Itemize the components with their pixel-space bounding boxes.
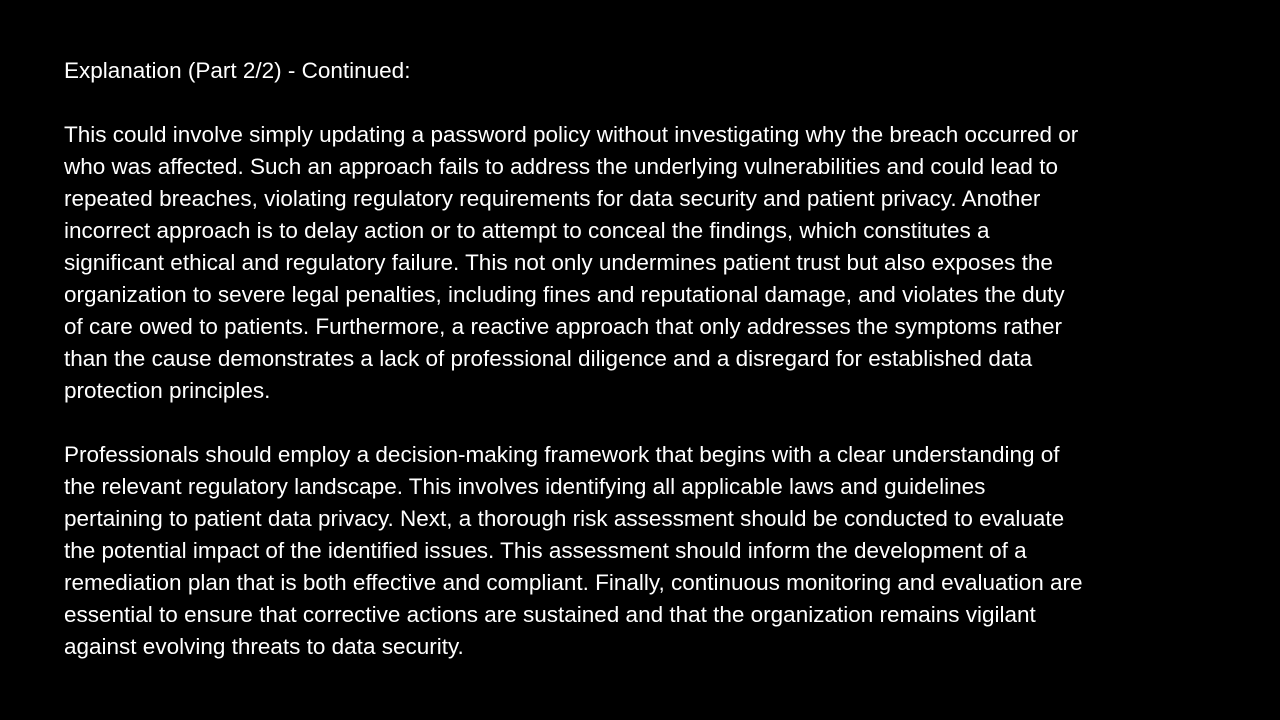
- paragraph-1: [64, 119, 1224, 407]
- paragraph-line: incorrect approach is to delay action or to attempt to conceal the findings, which constitutes a: [64, 218, 990, 243]
- paragraph-line: remediation plan that is both effective and compliant. Finally, continuous monitoring and evaluation are: [64, 570, 1083, 595]
- paragraph-line: significant ethical and regulatory failure. This not only undermines patient trust but also exposes the: [64, 250, 1053, 275]
- paragraph-line: than the cause demonstrates a lack of professional diligence and a disregard for established data: [64, 346, 1033, 371]
- paragraph-line: repeated breaches, violating regulatory requirements for data security and patient privacy. Another: [64, 186, 1041, 211]
- paragraph-line: Professionals should employ a decision-making framework that begins with a clear understanding of: [64, 442, 1060, 467]
- document-heading: Explanation (Part 2/2) - Continued:: [64, 58, 411, 83]
- paragraph-line: of care owed to patients. Furthermore, a reactive approach that only addresses the symptoms rather: [64, 314, 1062, 339]
- paragraph-line: the potential impact of the identified issues. This assessment should inform the development of a: [64, 538, 1027, 563]
- paragraph-line: who was affected. Such an approach fails to address the underlying vulnerabilities and could lead to: [64, 154, 1058, 179]
- paragraph-line: pertaining to patient data privacy. Next, a thorough risk assessment should be conducted to evaluate: [64, 506, 1065, 531]
- paragraph-2: [64, 439, 1224, 663]
- paragraph-line: against evolving threats to data security.: [64, 634, 464, 659]
- document-body: [64, 55, 1224, 695]
- paragraph-line: essential to ensure that corrective actions are sustained and that the organization remains vigilant: [64, 602, 1036, 627]
- paragraph-line: protection principles.: [64, 378, 271, 403]
- paragraph-line: the relevant regulatory landscape. This involves identifying all applicable laws and guidelines: [64, 474, 986, 499]
- paragraph-line: This could involve simply updating a password policy without investigating why the breach occurred or: [64, 122, 1079, 147]
- paragraph-line: organization to severe legal penalties, including fines and reputational damage, and violates the duty: [64, 282, 1065, 307]
